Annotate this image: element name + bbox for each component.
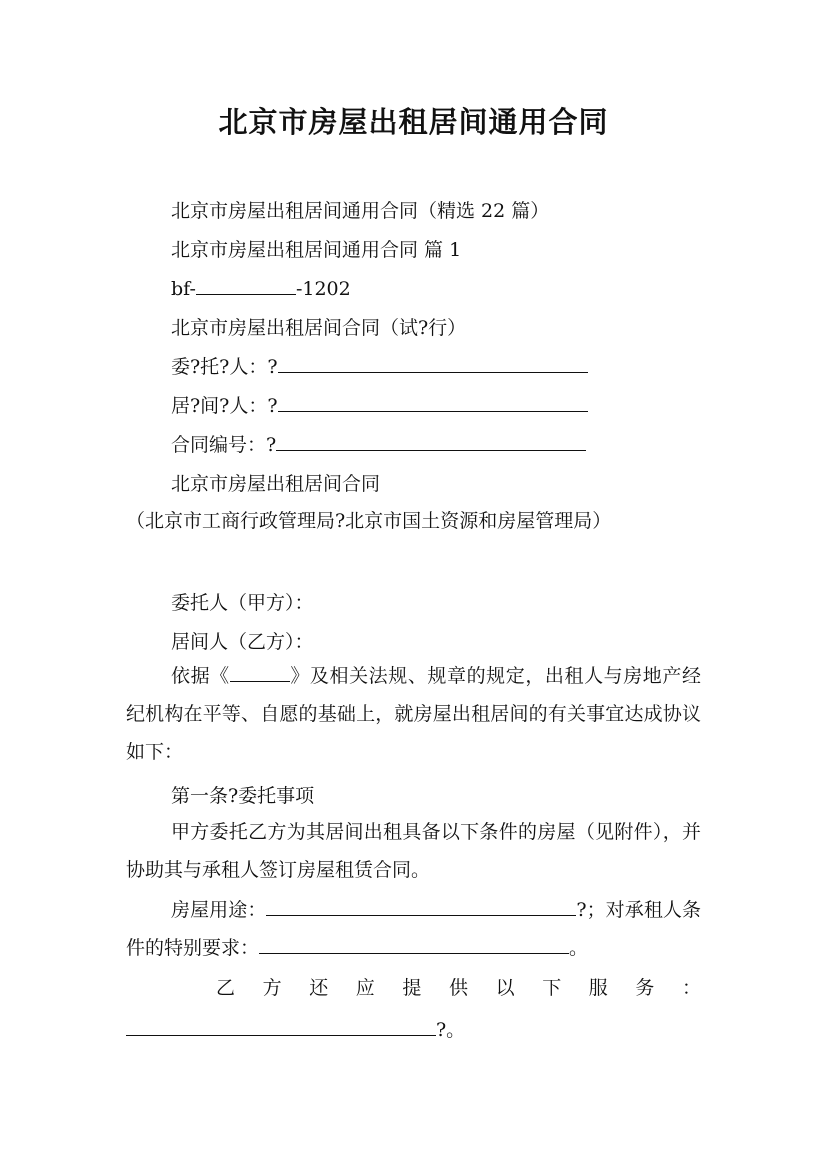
usage-label: 房屋用途：	[171, 899, 267, 921]
article-1-body: 甲方委托乙方为其居间出租具备以下条件的房屋（见附件），并协助其与承租人签订房屋租赁合同。	[126, 821, 701, 881]
contract-number-label: 合同编号：?	[171, 434, 277, 456]
usage-end: 。	[569, 937, 589, 959]
entrust-line	[171, 353, 588, 381]
party-a-label: 委托人（甲方）：	[171, 592, 314, 614]
article-1-heading: 第一条?委托事项	[171, 785, 315, 807]
broker-blank	[278, 393, 588, 412]
code-suffix: -1202	[295, 278, 351, 300]
code-blank	[196, 276, 296, 295]
usage-paragraph	[126, 891, 701, 967]
party-b-label: 居间人（乙方）：	[171, 631, 314, 653]
contract-number-blank	[276, 432, 586, 451]
basis-blank	[230, 663, 290, 682]
document-subtitle: 北京市房屋出租居间通用合同（精选 22 篇）	[171, 200, 550, 222]
usage-blank	[266, 897, 576, 916]
services-line	[126, 1016, 465, 1044]
contract-number-line	[171, 431, 586, 459]
basis-paragraph	[126, 657, 701, 771]
services-blank	[126, 1017, 436, 1036]
services-label: 乙方还应提供以下服务：	[216, 977, 701, 999]
entrust-label: 委?托?人：?	[171, 356, 278, 378]
basis-post: 》及相关法规、规章的规定，出租人与房地产经纪机构在平等、自愿的基础上，就房屋出租居间的有关事宜达成协议如下：	[126, 665, 701, 763]
contract-name: 北京市房屋出租居间合同（试?行）	[171, 317, 467, 339]
contract-code	[171, 275, 351, 303]
requirements-blank	[259, 935, 569, 954]
broker-label: 居?间?人：?	[171, 395, 278, 417]
entrust-blank	[278, 354, 588, 373]
broker-line	[171, 392, 588, 420]
basis-pre: 依据《	[171, 665, 230, 687]
section-heading: 北京市房屋出租居间通用合同 篇 1	[171, 239, 462, 261]
usage-mid: ?；对承租人条件的特别要求：	[126, 899, 701, 959]
document-title: 北京市房屋出租居间通用合同	[218, 105, 609, 139]
services-end: ?。	[436, 1019, 466, 1041]
code-prefix: bf-	[171, 278, 196, 300]
contract-heading: 北京市房屋出租居间合同	[171, 473, 381, 495]
issuing-authority: （北京市工商行政管理局?北京市国土资源和房屋管理局）	[126, 510, 612, 532]
